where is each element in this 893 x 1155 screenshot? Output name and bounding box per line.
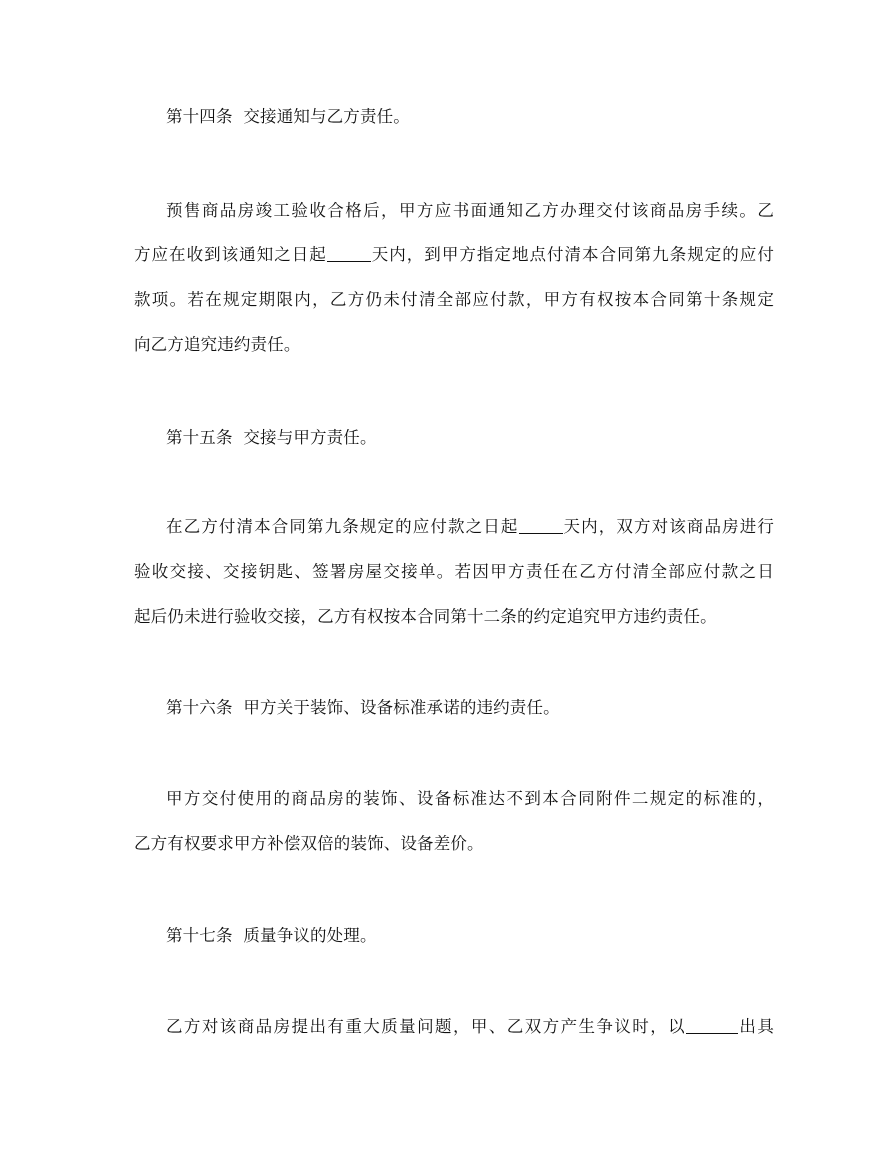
article-15-line-1: 在乙方付清本合同第九条规定的应付款之日起 天内，双方对该商品房进行 — [166, 517, 774, 536]
article-16-line-2: 乙方有权要求甲方补偿双倍的装饰、设备差价。 — [134, 834, 484, 853]
article-14-line-1: 预售商品房竣工验收合格后，甲方应书面通知乙方办理交付该商品房手续。乙 — [166, 201, 774, 220]
article-14-line-4: 向乙方追究违约责任。 — [134, 335, 301, 354]
article-15-line-3: 起后仍未进行验收交接，乙方有权按本合同第十二条的约定追究甲方违约责任。 — [134, 607, 717, 626]
article-15-heading: 第十五条 交接与甲方责任。 — [166, 428, 377, 447]
blank-days — [327, 245, 371, 262]
article-14-line-3: 款项。若在规定期限内，乙方仍未付清全部应付款，甲方有权按本合同第十条规定 — [134, 290, 774, 309]
article-14-heading: 第十四条 交接通知与乙方责任。 — [166, 107, 410, 126]
article-16-heading: 第十六条 甲方关于装饰、设备标准承诺的违约责任。 — [166, 698, 560, 717]
article-17-line-1: 乙方对该商品房提出有重大质量问题，甲、乙双方产生争议时，以 出具 — [166, 1017, 774, 1036]
article-17-heading: 第十七条 质量争议的处理。 — [166, 926, 377, 945]
article-16-line-1: 甲方交付使用的商品房的装饰、设备标准达不到本合同附件二规定的标准的， — [166, 789, 774, 808]
article-14-line-2: 方应在收到该通知之日起 天内，到甲方指定地点付清本合同第九条规定的应付 — [134, 245, 774, 264]
blank-authority — [686, 1017, 738, 1034]
blank-days — [519, 517, 563, 534]
article-15-line-2: 验收交接、交接钥匙、签署房屋交接单。若因甲方责任在乙方付清全部应付款之日 — [134, 562, 774, 581]
